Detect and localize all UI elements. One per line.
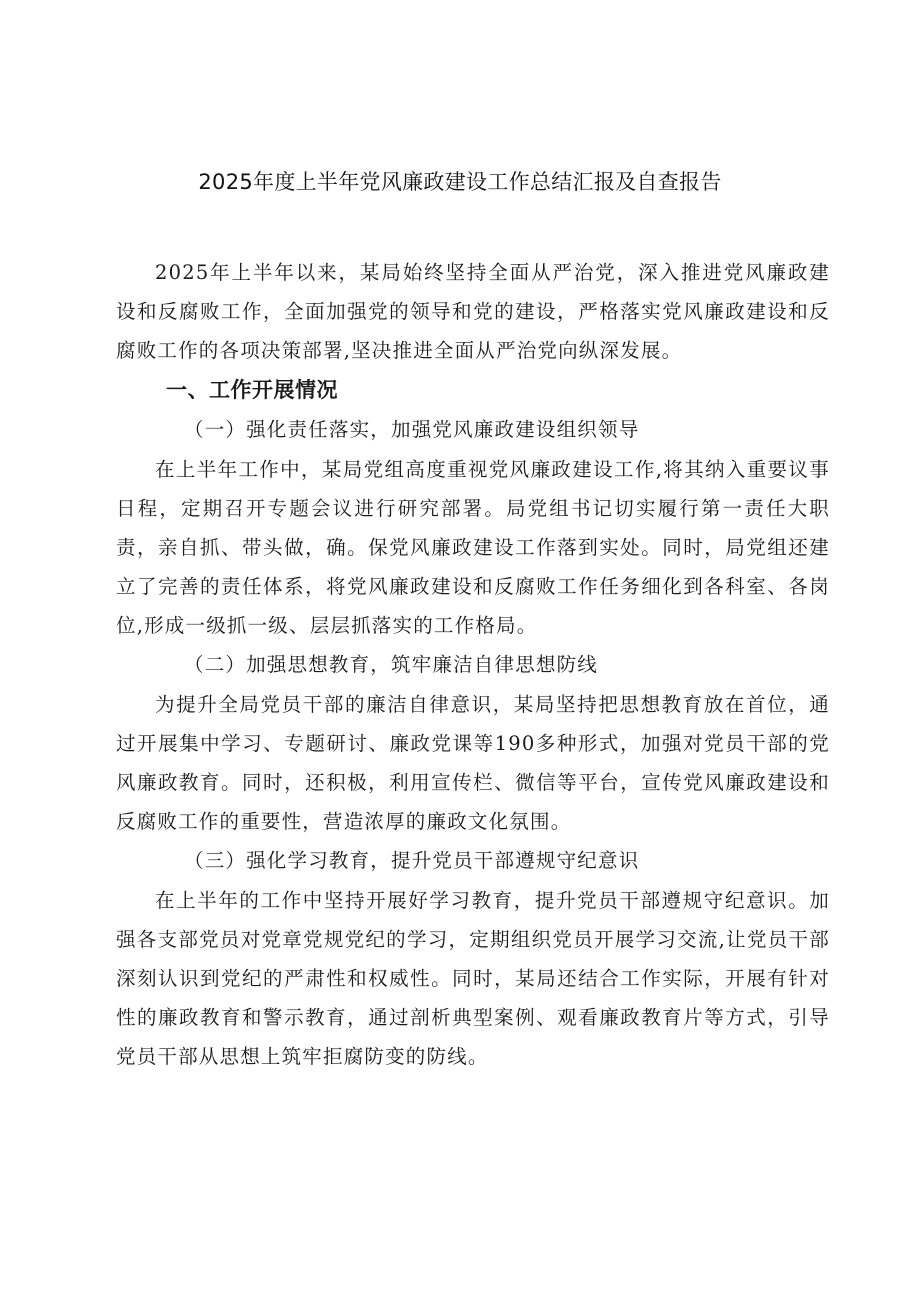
document-title: 2025年度上半年党风廉政建设工作总结汇报及自查报告 [198, 170, 722, 194]
subsection-heading-ideological-education: （二）加强思想教育，筑牢廉洁自律思想防线 [184, 653, 599, 676]
subsection-body-ideological-education: 为提升全局党员干部的廉洁自律意识，某局坚持把思想教育放在首位，通过开展集中学习、专题研讨、廉政党课等190多种形式，加强对党员干部的党风廉政教育。同时，还积极，利用宣传栏、微信等平台，宣传党风廉政建设和反腐败工作的重要性，营造浓厚的廉政文化氛围。 [116, 693, 830, 833]
subsection-body-responsibility: 在上半年工作中，某局党组高度重视党风廉政建设工作,将其纳入重要议事日程，定期召开专题会议进行研究部署。局党组书记切实履行第一责任大职责，亲自抓、带头做，确。保党风廉政建设工作落到实处。同时，局党组还建立了完善的责任体系，将党风廉政建设和反腐败工作任务细化到各科室、各岗位,形成一级抓一级、层层抓落实的工作格局。 [116, 458, 830, 637]
subsection-body-study-education: 在上半年的工作中坚持开展好学习教育，提升党员干部遵规守纪意识。加强各支部党员对党章党规党纪的学习，定期组织党员开展学习交流,让党员干部深刻认识到党纪的严肃性和权威性。同时，某局还结合工作实际，开展有针对性的廉政教育和警示教育，通过剖析典型案例、观看廉政教育片等方式，引导党员干部从思想上筑牢拒腐防变的防线。 [116, 889, 830, 1068]
intro-paragraph: 2025年上半年以来，某局始终坚持全面从严治党，深入推进党风廉政建设和反腐败工作，全面加强党的领导和党的建设，严格落实党风廉政建设和反腐败工作的各项决策部署,坚决推进全面从严治党向纵深发展。 [116, 261, 830, 362]
subsection-heading-study-education: （三）强化学习教育，提升党员干部遵规守纪意识 [184, 849, 640, 872]
subsection-heading-responsibility: （一）强化责任落实，加强党风廉政建设组织领导 [184, 418, 640, 441]
section-heading-work-status: 一、工作开展情况 [166, 378, 338, 402]
document-body [116, 253, 830, 1076]
